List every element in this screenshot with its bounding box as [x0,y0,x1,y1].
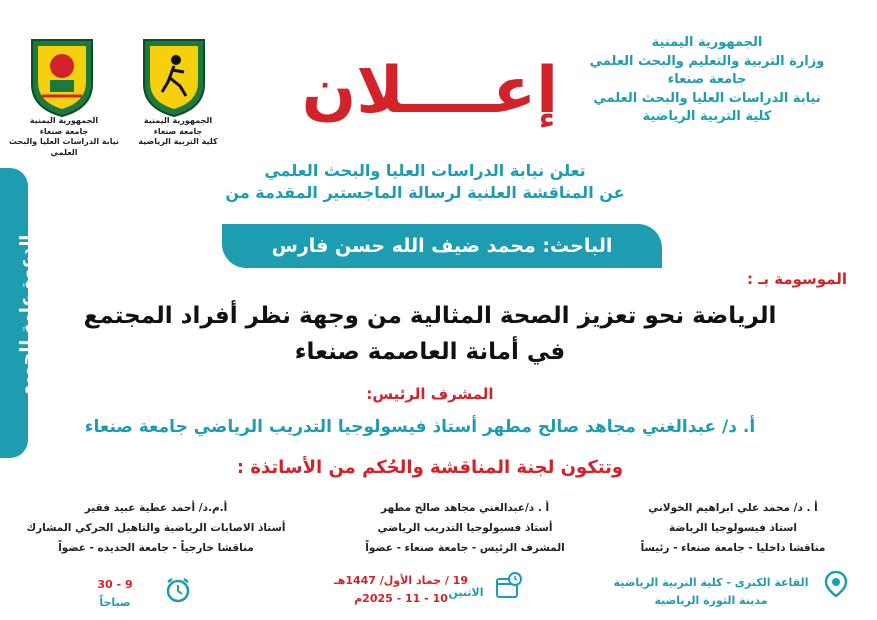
committee-member [330,498,600,558]
caption-line: جامعة صنعاء [153,126,203,136]
time-text [80,576,150,612]
supervisor-text: أ. د/ عبدالغني مجاهد صالح مطهر أستاذ فيسولوجيا التدريب الرياضي جامعة صنعاء [84,417,756,437]
caption-line: الجمهورية اليمنية [143,116,213,125]
location-pin-icon [822,570,850,602]
researcher-banner: الباحث: محمد ضيف الله حسن فارس [222,224,662,268]
university-logo [28,36,96,122]
supervisor-label: المشرف الرئيس: [366,385,494,403]
venue-line: مدينة الثورة الرياضية [654,594,768,607]
university-emblem-icon [28,36,96,118]
time-period: صباحاً [99,596,131,609]
caption-line: نيابة الدراسات العليا والبحث العلمي [8,137,120,157]
header-line: كلية التربية الرياضية [642,109,772,124]
intro-line: تعلن نيابة الدراسات العليا والبحث العلمي [264,161,586,180]
titled-label: الموسومة بـ : [747,270,847,288]
caption-line: جامعة صنعاء [39,126,89,136]
member-title: أستاذ فسيولوجيا التدريب الرياضي [377,522,553,534]
time-value: 9 - 30 [97,578,133,591]
committee-member [6,498,306,558]
venue-line: القاعة الكبرى - كلية التربية الرياضية [613,576,809,589]
gregorian-date: 10 - 11 - 2025م [354,592,448,605]
alarm-clock-icon [164,576,192,608]
venue-text [604,574,818,610]
member-name: أ . د/عبدالغني مجاهد صالح مطهر [380,502,550,514]
intro-line: عن المناقشة العلنية لرسالة الماجستير المقدمة من [225,183,625,202]
day-text: الاثنين [448,586,484,599]
caption-line: الجمهورية اليمنية [29,116,99,125]
intro-text [190,160,660,204]
header-line: جامعة صنعاء [667,72,747,87]
thesis-title [60,298,800,370]
member-name: أ.م.د/ أحمد عطية عبيد فقير [84,502,228,514]
header-line: الجمهورية اليمنية [651,35,763,50]
caption-line: كلية التربية الرياضية [138,137,218,146]
right-logo-caption [128,116,228,148]
member-role: مناقشا داخليا - جامعة صنعاء - رئيساً [640,542,826,554]
faculty-emblem-icon [140,36,208,118]
header-line: وزارة التربية والتعليم والبحث العلمي [589,53,825,69]
left-logo-caption [4,116,124,158]
faculty-logo [140,36,208,122]
thesis-line: الرياضة نحو تعزيز الصحة المثالية من وجهة نظر أفراد المجتمع [83,303,777,329]
calendar-clock-icon [494,572,522,604]
committee-member [598,498,868,558]
member-title: استاذ فيسولوجيا الرياضة [668,522,798,534]
member-role: المشرف الرئيس - جامعة صنعاء - عضواً [365,542,565,554]
committee-label: وتتكون لجنة المناقشة والحُكم من الأساتذة : [236,457,624,478]
header-line: نيابة الدراسات العليا والبحث العلمي [593,90,821,106]
institution-header [577,34,837,127]
member-role: مناقشا خارجياً - جامعة الحديده - عضواً [58,542,254,554]
member-name: أ . د/ محمد علي ابراهيم الخولاني [648,502,818,514]
side-banner-text: الدعوة عامة للجميع [17,234,37,396]
thesis-line: في أمانة العاصمة صنعاء [294,339,566,365]
hijri-date: 19 / جماد الأول/ 1447هـ [333,574,469,587]
member-title: أستاذ الاصابات الرياضية والتاهيل الحركي المشارك [26,522,286,534]
announcement-title: إعــــلان [301,54,558,128]
